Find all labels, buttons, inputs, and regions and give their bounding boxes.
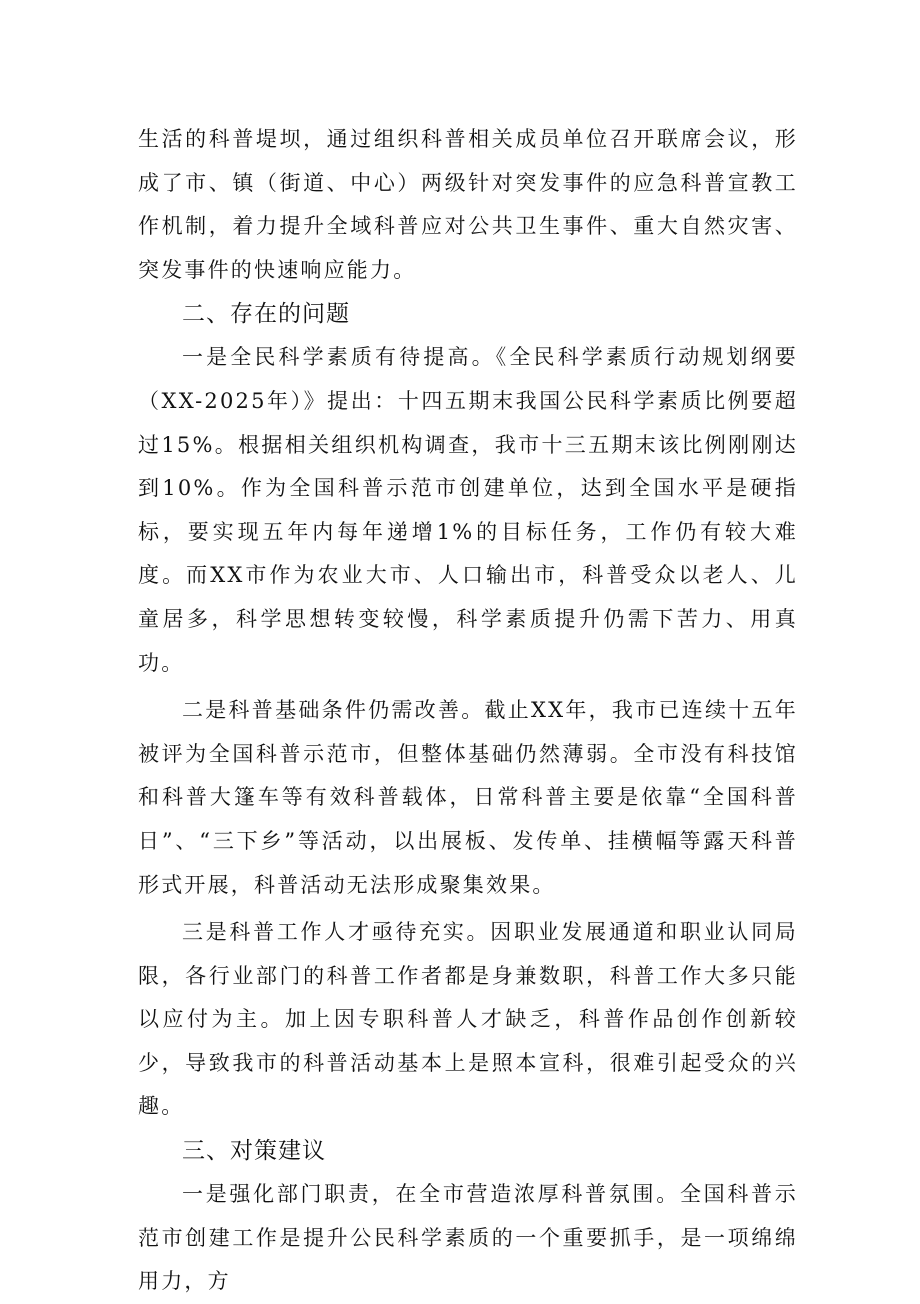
document-body	[138, 118, 798, 1304]
paragraph-problem-1: 一是全民科学素质有待提高。《全民科学素质行动规划纲要（XX-2025年）》提出：十四五期末我国公民科学素质比例要超过15%。根据相关组织机构调查，我市十三五期末该比例刚刚达到10%。作为全国科普示范市创建单位，达到全国水平是硬指标，要实现五年内每年递增1%的目标任务，工作仍有较大难度。而XX市作为农业大市、人口输出市，科普受众以老人、儿童居多，科学思想转变较慢，科学素质提升仍需下苦力、用真功。	[138, 345, 798, 675]
section-heading-suggestions: 三、对策建议	[182, 1138, 326, 1165]
paragraph-problem-3: 三是科普工作人才亟待充实。因职业发展通道和职业认同局限，各行业部门的科普工作者都是身兼数职，科普工作大多只能以应付为主。加上因专职科普人才缺乏，科普作品创作创新较少，导致我市的科普活动基本上是照本宣科，很难引起受众的兴趣。	[138, 920, 798, 1119]
section-heading-problems: 二、存在的问题	[182, 301, 350, 328]
paragraph-problem-2: 二是科普基础条件仍需改善。截止XX年，我市已连续十五年被评为全国科普示范市，但整体基础仍然薄弱。全市没有科技馆和科普大篷车等有效科普载体，日常科普主要是依靠“全国科普日”、“三下乡”等活动，以出展板、发传单、挂横幅等露天科普形式开展，科普活动无法形成聚集效果。	[138, 698, 798, 897]
paragraph-suggestion-1: 一是强化部门职责，在全市营造浓厚科普氛围。全国科普示范市创建工作是提升公民科学素质的一个重要抓手，是一项绵绵用力，方	[138, 1182, 798, 1294]
paragraph-continuation: 生活的科普堤坝，通过组织科普相关成员单位召开联席会议，形成了市、镇（街道、中心）两级针对突发事件的应急科普宣教工作机制，着力提升全域科普应对公共卫生事件、重大自然灾害、突发事件的快速响应能力。	[138, 127, 798, 282]
